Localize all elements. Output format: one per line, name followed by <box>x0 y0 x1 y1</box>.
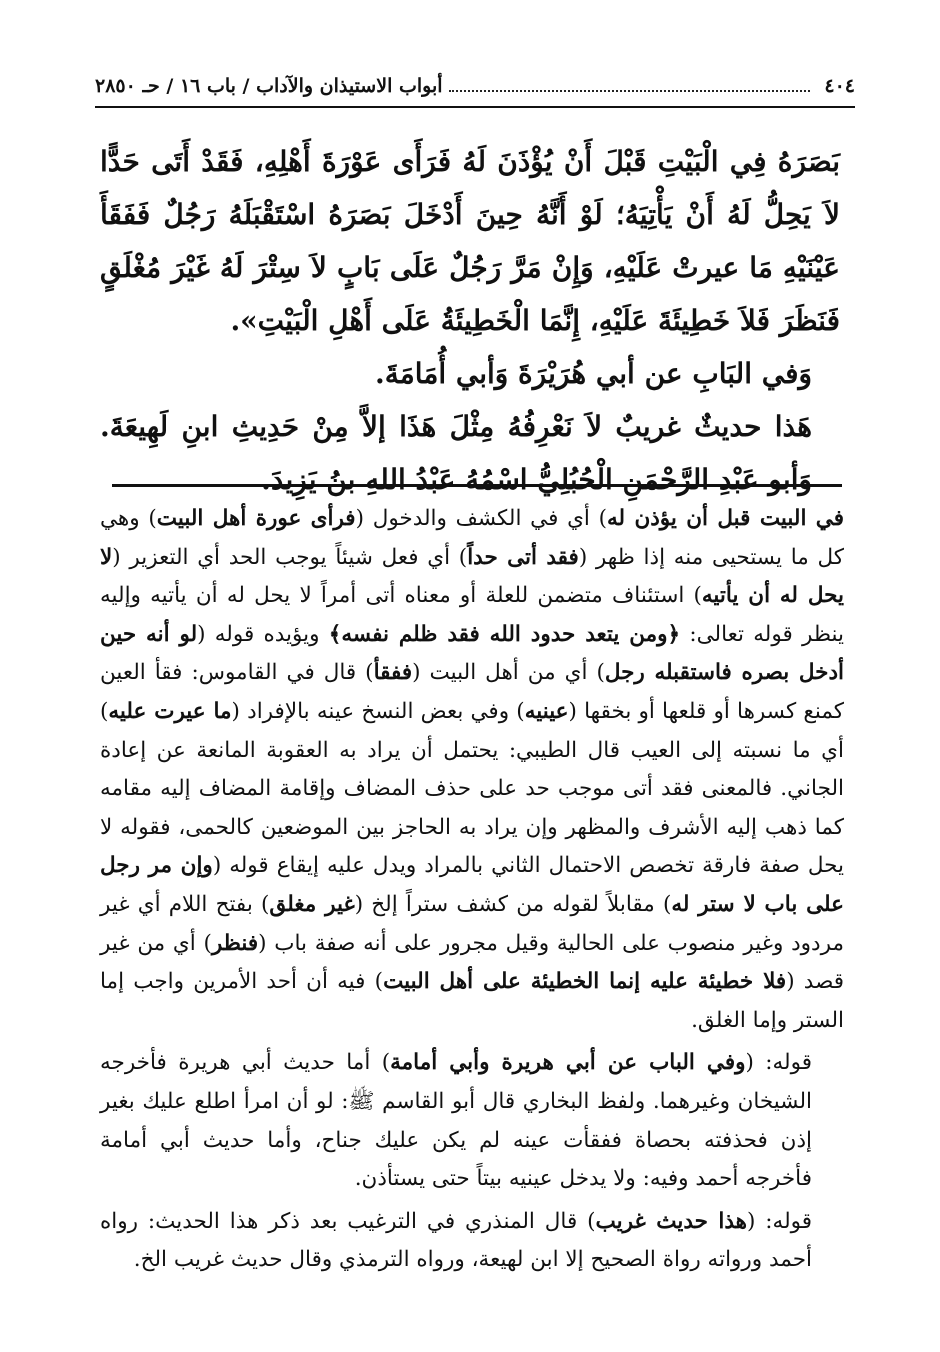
commentary-text: ) أي ما نسبته إلى العيب قال الطيبي: يحتمل أن يراد به العقوبة المانعة عن إعادة الجاني. فالمعنى فقد أتى موجب حد على حذف المضاف وإقامة المضاف إليه مقامه كما ذهب إليه الأشرف والمظهر وإن يراد به الحاجز بين الموضعين كالحمى، فقوله لا يحل صفة فارقة تخصص الاحتمال الثاني بالمراد ويدل عليه إيقاع قوله ( <box>100 698 844 879</box>
commentary-text: ) استئناف متضمن للعلة أو معناه أتى أمراً لا يحل له أن يأتيه وإليه ينظر قوله تعالى: <box>100 583 844 647</box>
quoted-matn-phrase: ما عيرت عليه <box>108 698 232 724</box>
commentary-text: ) أي من أهل البيت ( <box>412 660 605 686</box>
footnote-divider <box>112 484 842 487</box>
quoted-matn-phrase: هذا حديث غريب <box>595 1208 748 1234</box>
commentary-text: ) مقابلاً لقوله من كشف ستراً إلخ ( <box>354 891 672 917</box>
commentary-text: ) فيه أن أحد الأمرين واجب إما الستر وإما الغلق. <box>100 969 844 1033</box>
commentary-text: ) أي فعل شيئاً يوجب الحد أي التعزير ( <box>112 544 468 570</box>
quoted-matn-phrase: لو أنه حين أدخل بصره فاستقبله رجل <box>100 621 844 686</box>
quoted-matn-phrase: فرأى عورة أهل البيت <box>156 506 356 531</box>
hadith-text: بَصَرَهُ فِي الْبَيْتِ قَبْلَ أَنْ يُؤْذَنَ لَهُ فَرَأَى عَوْرَةَ أَهْلِهِ، فَقَدْ أَتَى حَدًّا لاَ يَحِلُّ لَهُ أَنْ يَأْتِيَهُ؛ لَوْ أَنَّهُ حِينَ أَدْخَلَ بَصَرَهُ اسْتَقْبَلَهُ رَجُلٌ فَفَقَأَ عَيْنَيْهِ مَا عيرتْ عَلَيْهِ، وَإِنْ مَرَّ رَجُلٌ عَلَى بَابٍ لاَ سِتْرَ لَهُ غَيْرَ مُغْلَقٍ فَنَظَرَ فَلاَ خَطِيئَةَ عَلَيْهِ، إِنَّمَا الْخَطِيئَةُ عَلَى أَهْلِ الْبَيْتِ». <box>100 145 840 337</box>
commentary-text: ) قال في القاموس: فقأ العين كمنع كسرها أو قلعها أو بخقها ( <box>100 660 845 724</box>
commentary-paragraph-1 <box>100 500 844 1040</box>
running-title: أبواب الاستيذان والآداب / باب ١٦ / حـ ٢٨٥٠ <box>95 75 443 97</box>
commentary-paragraph-2 <box>100 1044 844 1198</box>
commentary-text: ) أي في الكشف والدخول ( <box>355 506 607 531</box>
commentary-text: ) وفي بعض النسخ عينه بالإفراد ( <box>231 698 525 724</box>
quoted-matn-phrase: ففقأ <box>373 660 413 686</box>
quoted-matn-phrase: عينيه <box>524 698 569 724</box>
quoted-matn-phrase: فلا خطيئة عليه إنما الخطيئة على أهل البيت <box>383 969 787 995</box>
commentary-text: ويؤيده قوله ( <box>197 621 329 647</box>
quoted-matn-phrase: فنظر <box>211 930 259 956</box>
quoted-matn-phrase: لا يحل له أن يأتيه <box>100 544 844 609</box>
commentary-paragraph-3 <box>100 1203 844 1280</box>
commentary-text: ) أما حديث أبي هريرة فأخرجه الشيخان وغيرهما. ولفظ البخاري قال أبو القاسم ﷺ: لو أن امرأ اطلع عليك بغير إذن فحذفته بحصاة ففقأت عينه لم يكن عليك جناح، وأما حديث أبي أمامة فأخرجه أحمد وفيه: ولا يدخل عينيه بيتاً حتى يستأذن. <box>100 1050 812 1192</box>
commentary-text: قوله: ( <box>747 1208 812 1234</box>
bab-note: وَفي البَابِ عن أبي هُرَيْرَةَ وَأبي أُمَامَةَ. <box>375 357 812 390</box>
quoted-matn-phrase: في البيت قبل أن يؤذن له <box>607 506 844 531</box>
quoted-matn-phrase: وفي الباب عن أبي هريرة وأبي أمامة <box>390 1050 746 1076</box>
quoted-matn-phrase: وإن مر رجل على باب لا ستر له <box>100 853 844 917</box>
commentary-text: قوله: ( <box>745 1050 812 1076</box>
page-number: ٤٠٤ <box>824 75 855 97</box>
page-header <box>95 66 855 108</box>
grading-note: هَذا حديثٌ غريبٌ لاَ نَعْرِفُهُ مِثْلَ هَذَا إلاَّ مِنْ حَدِيثِ ابنِ لَهِيعَةَ. وَأبو عَبْدِ الرَّحْمَنِ الْحُبُلِيُّ اسْمُهُ عَبْدُ اللهِ بنُ يَزِيدَ. <box>100 410 813 496</box>
commentary <box>100 500 844 1280</box>
quoted-matn-phrase: ﴿ومن يتعد حدود الله فقد ظلم نفسه﴾ <box>328 621 681 647</box>
commentary-text: ) قال المنذري في الترغيب بعد ذكر هذا الحديث: رواه أحمد ورواته رواة الصحيح إلا ابن لهيعة، ورواه الترمذي وقال حديث غريب الخ. <box>100 1208 812 1273</box>
commentary-text: ) وهي كل ما يستحيى منه إذا ظهر ( <box>100 506 844 570</box>
commentary-text: ) بفتح اللام أي غير مردود وغير منصوب على الحالية وقيل مجرور على أنه صفة باب ( <box>100 891 845 956</box>
hadith-main-text <box>100 135 840 506</box>
commentary-text: ) أي من غير قصد ( <box>100 930 844 995</box>
header-dot-leader <box>449 89 811 92</box>
quoted-matn-phrase: غير مغلق <box>269 891 355 917</box>
quoted-matn-phrase: فقد أتى حداً <box>467 544 579 570</box>
